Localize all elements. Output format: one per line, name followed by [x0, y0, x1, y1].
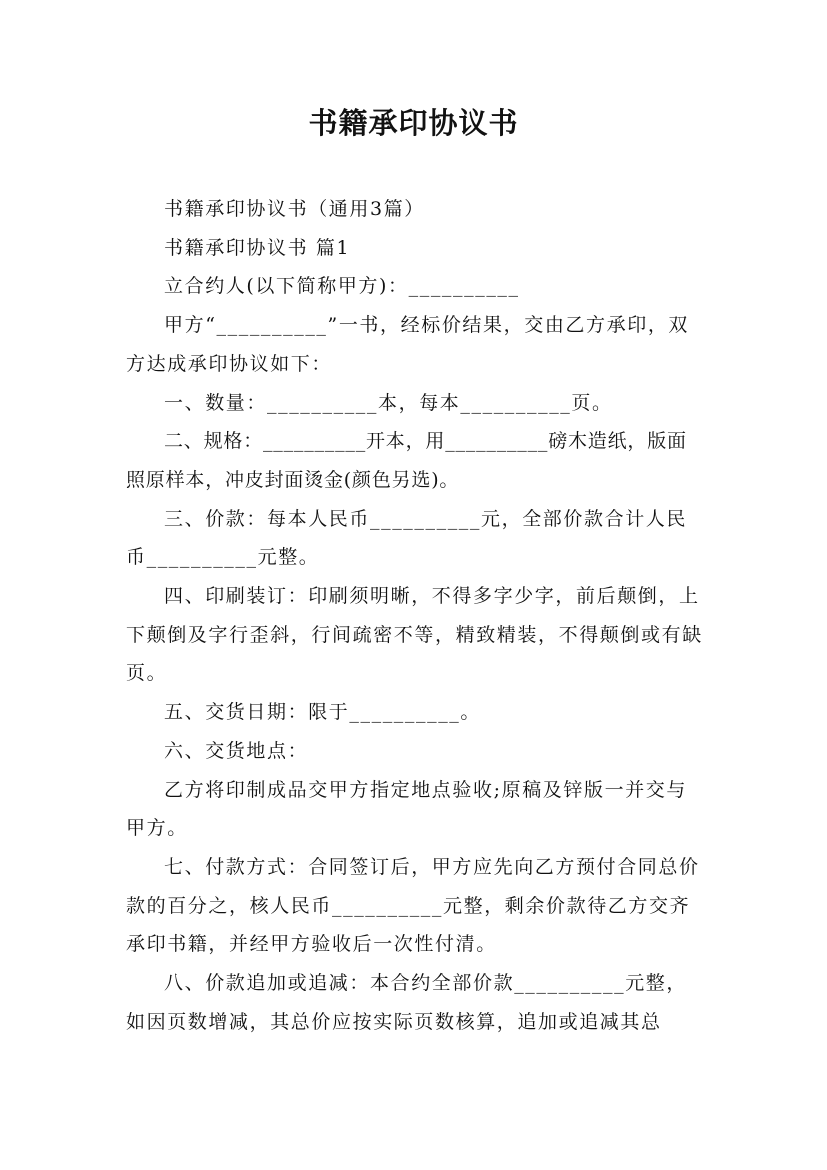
document-title: 书籍承印协议书 — [308, 106, 519, 140]
paragraph: 书籍承印协议书 篇1 — [164, 236, 351, 259]
paragraph: 甲方“__________”一书，经标价结果，交由乙方承印，双方达成承印协议如下： — [126, 314, 690, 375]
paragraph: 七、付款方式：合同签订后，甲方应先向乙方预付合同总价款的百分之，核人民币__________元整，剩余价款待乙方交齐承印书籍，并经甲方验收后一次性付清。 — [126, 855, 700, 956]
paragraph: 八、价款追加或追减：本合约全部价款__________元整，如因页数增减，其总价应按实际页数核算，追加或追减其总 — [126, 972, 688, 1033]
paragraph: 六、交货地点： — [164, 739, 309, 762]
paragraph: 立合约人(以下简称甲方)：__________ — [164, 275, 520, 298]
paragraph: 书籍承印协议书（通用3篇） — [164, 198, 425, 220]
paragraph: 四、印刷装订：印刷须明晰，不得多字少字，前后颠倒，上下颠倒及字行歪斜，行间疏密不等，精致精装，不得颠倒或有缺页。 — [126, 585, 703, 685]
paragraph: 三、价款：每本人民币__________元，全部价款合计人民币__________元整。 — [126, 507, 688, 569]
paragraph: 乙方将印制成品交甲方指定地点验收;原稿及锌版一并交与甲方。 — [126, 778, 688, 840]
paragraph: 二、规格：__________开本，用__________磅木造纸，版面照原样本，冲皮封面烫金(颜色另选)。 — [126, 430, 687, 491]
document-body — [126, 190, 706, 1041]
paragraph: 五、交货日期：限于__________。 — [164, 701, 482, 724]
paragraph: 一、数量：__________本，每本__________页。 — [164, 391, 613, 414]
